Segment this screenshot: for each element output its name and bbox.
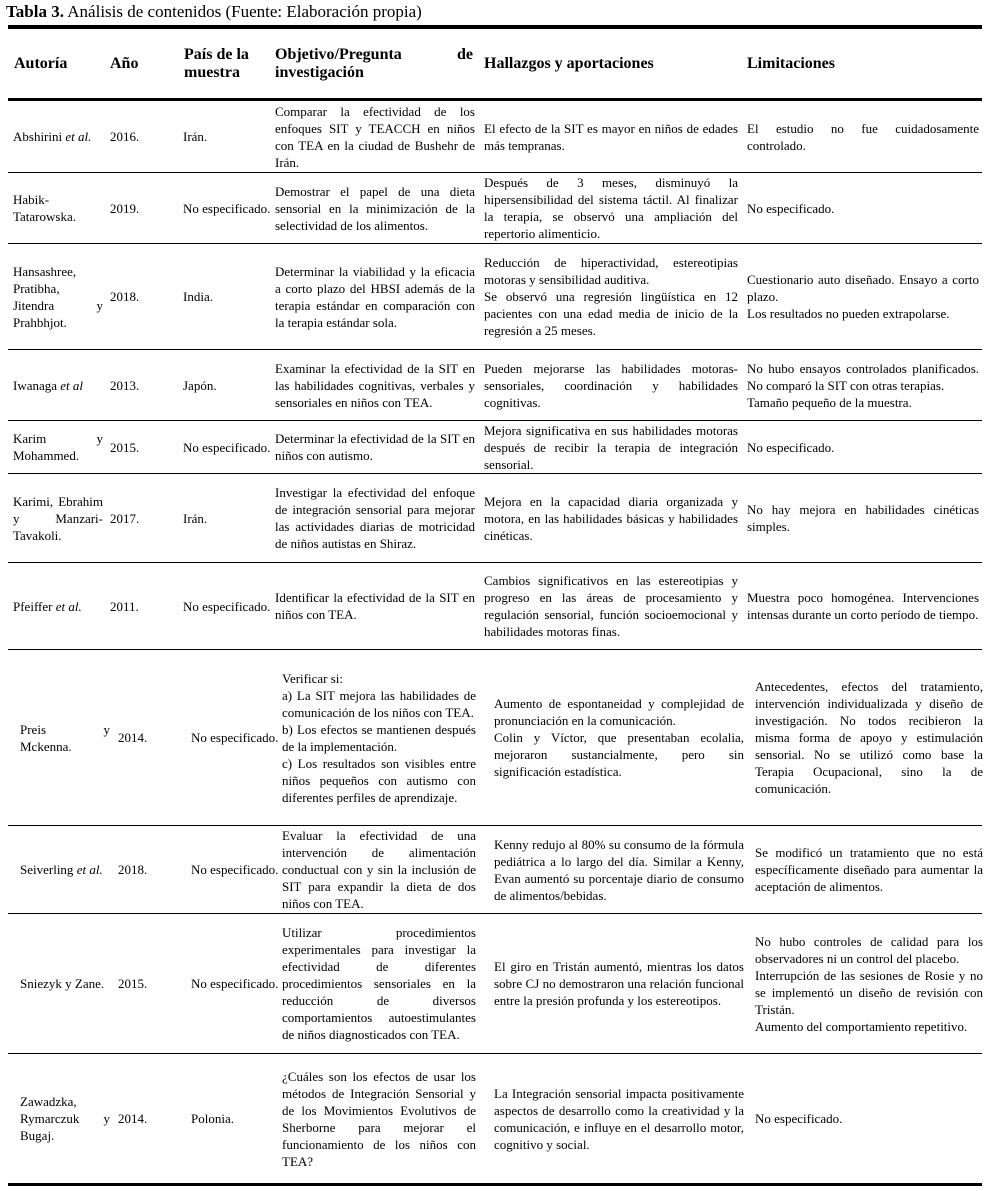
cell-ano: 2014.: [118, 730, 148, 745]
cell-objetivo: Examinar la efectividad de la SIT en las habilidades cognitivas, verbales y sensoriales en niños con TEA.: [275, 360, 475, 410]
table-row: [8, 563, 982, 650]
cell-pais: No especificado.: [183, 200, 271, 216]
cell-limitaciones: El estudio no fue cuidadosamente controlado.: [747, 120, 979, 153]
table-row: [8, 474, 982, 563]
table-row: [8, 173, 982, 244]
cell-objetivo: Determinar la viabilidad y la eficacia a corto plazo del HBSI además de la terapia estándar en comparación con la terapia estándar sola.: [275, 263, 475, 330]
cell-limitaciones: No hubo controles de calidad para los observadores ni un control del placebo. Interrupción de las sesiones de Rosie y no se implementó un diseño de revisión con Tristán. Aumento del comportamiento repetitivo.: [755, 933, 983, 1034]
cell-hallazgos: Pueden mejorarse las habilidades motoras-sensoriales, coordinación y habilidades cognitivas.: [484, 360, 738, 410]
table-bottom-rule: [8, 1183, 982, 1186]
table-caption-text: Análisis de contenidos (Fuente: Elaboración propia): [63, 2, 422, 21]
cell-objetivo: Verificar si: a) La SIT mejora las habilidades de comunicación de los niños con TEA. b) Los efectos se mantienen después de la implementación. c) Los resultados son visibles entre niños pequeños con autismo con diferentes perfiles de aprendizaje.: [282, 670, 476, 805]
cell-hallazgos: Kenny redujo al 80% su consumo de la fórmula pediátrica a lo largo del día. Similar a Kenny, Evan aumentó su porcentaje diario de consumo de alimentos/bebidas.: [494, 836, 744, 903]
cell-ano: 2016.: [110, 129, 140, 144]
header-limitaciones: Limitaciones: [747, 55, 835, 72]
header-ano: Año: [110, 55, 139, 72]
cell-pais: No especificado.: [183, 439, 271, 455]
cell-pais: No especificado.: [183, 598, 271, 614]
table-row: [8, 650, 982, 826]
cell-autoria: Preis y Mckenna.: [20, 721, 110, 754]
cell-objetivo: Identificar la efectividad de la SIT en niños con TEA.: [275, 590, 475, 622]
cell-pais: India.: [183, 289, 213, 304]
table-row: [8, 421, 982, 474]
cell-hallazgos: Reducción de hiperactividad, estereotipias motoras y sensibilidad auditiva. Se observó una regresión lingüística en 12 pacientes con una edad media de inicio de la regresión a 25 meses.: [484, 255, 738, 338]
cell-limitaciones: No especificado.: [755, 1111, 843, 1126]
cell-hallazgos: El efecto de la SIT es mayor en niños de edades más tempranas.: [484, 120, 738, 153]
cell-limitaciones: No especificado.: [747, 200, 835, 216]
cell-objetivo: Evaluar la efectividad de una intervención de alimentación conductual con y sin la inclusión de SIT para expandir la dieta de dos niños con TEA.: [282, 828, 476, 911]
cell-ano: 2014.: [118, 1111, 148, 1126]
cell-pais: Irán.: [183, 129, 208, 144]
cell-autoria: Hansashree, Pratibha, Jitendra y Prahbhjot.: [13, 263, 103, 330]
cell-limitaciones: Se modificó un tratamiento que no está específicamente diseñado para aumentar la aceptación de alimentos.: [755, 845, 983, 894]
table-row: [8, 244, 982, 350]
table-caption-label: Tabla 3.: [6, 2, 64, 21]
cell-ano: 2019.: [110, 200, 140, 216]
table-row: [8, 101, 982, 173]
cell-pais: No especificado.: [191, 730, 279, 745]
cell-limitaciones: Cuestionario auto diseñado. Ensayo a corto plazo. Los resultados no pueden extrapolarse.: [747, 272, 979, 321]
cell-ano: 2018.: [110, 289, 140, 304]
cell-objetivo: Demostrar el papel de una dieta sensorial en la minimización de la selectividad de los alimentos.: [275, 183, 475, 233]
table-caption: [6, 2, 422, 22]
cell-autoria: Sniezyk y Zane.: [20, 976, 105, 991]
cell-autoria: Habik-Tatarowska.: [13, 192, 76, 224]
cell-hallazgos: La Integración sensorial impacta positivamente aspectos de desarrollo como la creatividad y la comunicación, e influye en el desarrollo motor, cognitivo y social.: [494, 1085, 744, 1152]
cell-pais: Japón.: [183, 377, 217, 393]
cell-ano: 2015.: [110, 439, 140, 455]
table-row: [8, 826, 982, 914]
cell-ano: 2017.: [110, 510, 140, 526]
cell-limitaciones: No hubo ensayos controlados planificados. No comparó la SIT con otras terapias. Tamaño pequeño de la muestra.: [747, 360, 979, 410]
cell-ano: 2011.: [110, 598, 139, 614]
cell-ano: 2018.: [118, 862, 148, 877]
cell-hallazgos: Mejora en la capacidad diaria organizada y motora, en las habilidades básicas y habilidades cinéticas.: [484, 493, 738, 543]
header-objetivo: Objetivo/Pregunta de investigación: [275, 46, 473, 81]
header-autoria: Autoría: [14, 55, 68, 72]
cell-hallazgos: El giro en Tristán aumentó, mientras los datos sobre CJ no demostraron una relación funcional entre la presión profunda y los estereotipos.: [494, 959, 744, 1008]
cell-objetivo: Determinar la efectividad de la SIT en niños con autismo.: [275, 431, 475, 463]
cell-autoria: Karim y Mohammed.: [13, 431, 103, 463]
cell-objetivo: Comparar la efectividad de los enfoques SIT y TEACCH en niños con TEA en la ciudad de Bushehr de Irán.: [275, 103, 475, 170]
cell-autoria: Seiverling et al.: [20, 862, 103, 877]
cell-ano: 2015.: [118, 976, 148, 991]
cell-hallazgos: Después de 3 meses, disminuyó la hipersensibilidad del sistema táctil. Al finalizar la terapia, se observó una ampliación del repertorio alimenticio.: [484, 175, 738, 241]
cell-objetivo: Investigar la efectividad del enfoque de integración sensorial para mejorar las actividades diarias de motricidad de niños autistas en Shiraz.: [275, 485, 475, 551]
cell-autoria: Iwanaga et al: [13, 377, 84, 393]
table-row: [8, 1054, 982, 1183]
cell-hallazgos: Cambios significativos en las estereotipias y progreso en las áreas de procesamiento y regulación sensorial, función socioemocional y habilidades motoras finas.: [484, 573, 738, 639]
cell-limitaciones: No especificado.: [747, 439, 835, 455]
table-top-rule: [8, 25, 982, 29]
header-hallazgos: Hallazgos y aportaciones: [484, 55, 654, 72]
cell-limitaciones: Muestra poco homogénea. Intervenciones intensas durante un corto período de tiempo.: [747, 590, 979, 622]
cell-autoria: Pfeiffer et al.: [13, 598, 82, 614]
cell-pais: Polonia.: [191, 1111, 234, 1126]
cell-autoria: Karimi, Ebrahim y Manzari-Tavakoli.: [13, 493, 103, 543]
table-row: [8, 350, 982, 421]
cell-hallazgos: Aumento de espontaneidad y complejidad de pronunciación en la comunicación. Colin y Víctor, que presentaban ecolalia, mejoraron sustancialmente, pero sin significación estadística.: [494, 696, 744, 779]
cell-pais: No especificado.: [191, 862, 279, 877]
cell-objetivo: Utilizar procedimientos experimentales para investigar la efectividad de diferentes procedimientos sensoriales en la reducción de diversos comportamientos autoestimulantes de niños diagnosticados con TEA.: [282, 925, 476, 1042]
cell-objetivo: ¿Cuáles son los efectos de usar los métodos de Integración Sensorial y de los Movimientos Evolutivos de Sherborne para mejorar el funcionamiento de los niños con TEA?: [282, 1068, 476, 1169]
cell-autoria: Abshirini et al.: [13, 129, 92, 144]
header-pais: País de la muestra: [184, 46, 249, 81]
cell-limitaciones: Antecedentes, efectos del tratamiento, intervención individualizada y diseño de investigación. No todos recibieron la misma forma de apoyo y estimulación sensorial. No se utilizó como base la Terapia Ocupacional, sino la de comunicación.: [755, 679, 983, 796]
cell-pais: No especificado.: [191, 976, 279, 991]
cell-autoria: Zawadzka, Rymarczuk y Bugaj.: [20, 1094, 110, 1143]
cell-pais: Irán.: [183, 510, 208, 526]
cell-limitaciones: No hay mejora en habilidades cinéticas simples.: [747, 502, 979, 534]
cell-ano: 2013.: [110, 377, 140, 393]
table-row: [8, 914, 982, 1054]
cell-hallazgos: Mejora significativa en sus habilidades motoras después de recibir la terapia de integración sensorial.: [484, 422, 738, 472]
